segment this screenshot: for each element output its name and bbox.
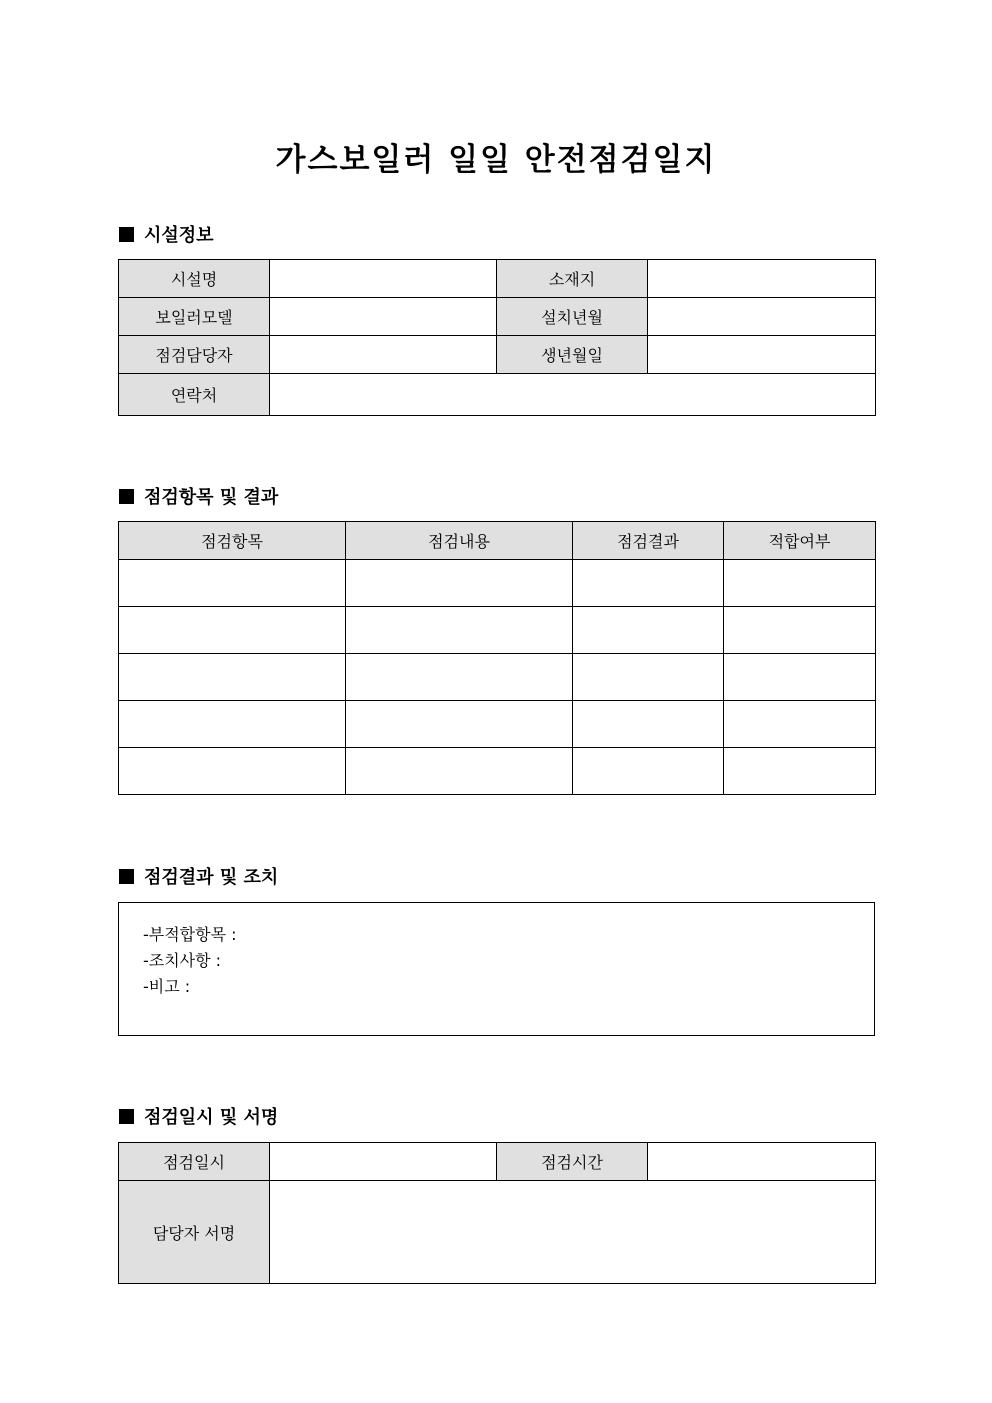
- facility-info-table: [118, 259, 876, 416]
- result-cell[interactable]: [573, 654, 724, 701]
- section-title: 시설정보: [144, 225, 214, 246]
- content-cell[interactable]: [346, 607, 573, 654]
- facility-name-field[interactable]: [270, 260, 497, 298]
- content-cell[interactable]: [346, 701, 573, 748]
- item-cell[interactable]: [119, 701, 346, 748]
- label-inspection-date: 점검일시: [119, 1143, 270, 1181]
- section-title: 점검일시 및 서명: [144, 1107, 279, 1128]
- page-title: 가스보일러 일일 안전점검일지: [275, 142, 717, 178]
- section-title: 점검항목 및 결과: [144, 487, 279, 508]
- label-birth-date: 생년월일: [497, 336, 648, 374]
- label-contact: 연락처: [119, 374, 270, 416]
- result-cell[interactable]: [573, 748, 724, 795]
- birth-date-field[interactable]: [648, 336, 876, 374]
- conformity-cell[interactable]: [724, 654, 876, 701]
- table-row: [119, 748, 876, 795]
- boiler-model-field[interactable]: [270, 298, 497, 336]
- square-bullet-icon: [119, 869, 134, 884]
- conformity-cell[interactable]: [724, 560, 876, 607]
- label-facility-name: 시설명: [119, 260, 270, 298]
- item-cell[interactable]: [119, 560, 346, 607]
- column-header: 점검내용: [346, 522, 573, 560]
- item-cell[interactable]: [119, 607, 346, 654]
- label-location: 소재지: [497, 260, 648, 298]
- action-taken-line: -조치사항 :: [143, 951, 222, 970]
- inspector-field[interactable]: [270, 336, 497, 374]
- conformity-cell[interactable]: [724, 607, 876, 654]
- remarks-line: -비고 :: [143, 977, 191, 996]
- conformity-cell[interactable]: [724, 748, 876, 795]
- content-cell[interactable]: [346, 654, 573, 701]
- content-cell[interactable]: [346, 560, 573, 607]
- install-date-field[interactable]: [648, 298, 876, 336]
- square-bullet-icon: [119, 489, 134, 504]
- table-row: [119, 654, 876, 701]
- nonconforming-items-line: -부적합항목 :: [143, 925, 237, 944]
- table-row: [119, 560, 876, 607]
- inspection-date-field[interactable]: [270, 1143, 497, 1181]
- label-boiler-model: 보일러모델: [119, 298, 270, 336]
- content-cell[interactable]: [346, 748, 573, 795]
- item-cell[interactable]: [119, 654, 346, 701]
- inspection-items-table: [118, 521, 876, 795]
- result-cell[interactable]: [573, 560, 724, 607]
- item-cell[interactable]: [119, 748, 346, 795]
- label-install-date: 설치년월: [497, 298, 648, 336]
- contact-field[interactable]: [270, 374, 876, 416]
- section-title: 점검결과 및 조치: [144, 867, 279, 888]
- table-row: [119, 607, 876, 654]
- signature-table: [118, 1142, 876, 1284]
- inspection-time-field[interactable]: [648, 1143, 876, 1181]
- square-bullet-icon: [119, 227, 134, 242]
- result-cell[interactable]: [573, 701, 724, 748]
- section-heading-items: [119, 484, 278, 508]
- label-inspector: 점검담당자: [119, 336, 270, 374]
- result-cell[interactable]: [573, 607, 724, 654]
- section-heading-actions: [119, 864, 278, 888]
- location-field[interactable]: [648, 260, 876, 298]
- square-bullet-icon: [119, 1109, 134, 1124]
- conformity-cell[interactable]: [724, 701, 876, 748]
- table-row: [119, 701, 876, 748]
- column-header: 점검항목: [119, 522, 346, 560]
- section-heading-signature: [119, 1104, 278, 1128]
- section-heading-facility: [119, 222, 214, 246]
- label-signature: 담당자 서명: [119, 1181, 270, 1284]
- actions-box[interactable]: [118, 902, 875, 1036]
- column-header: 점검결과: [573, 522, 724, 560]
- label-inspection-time: 점검시간: [497, 1143, 648, 1181]
- column-header: 적합여부: [724, 522, 876, 560]
- signature-field[interactable]: [270, 1181, 876, 1284]
